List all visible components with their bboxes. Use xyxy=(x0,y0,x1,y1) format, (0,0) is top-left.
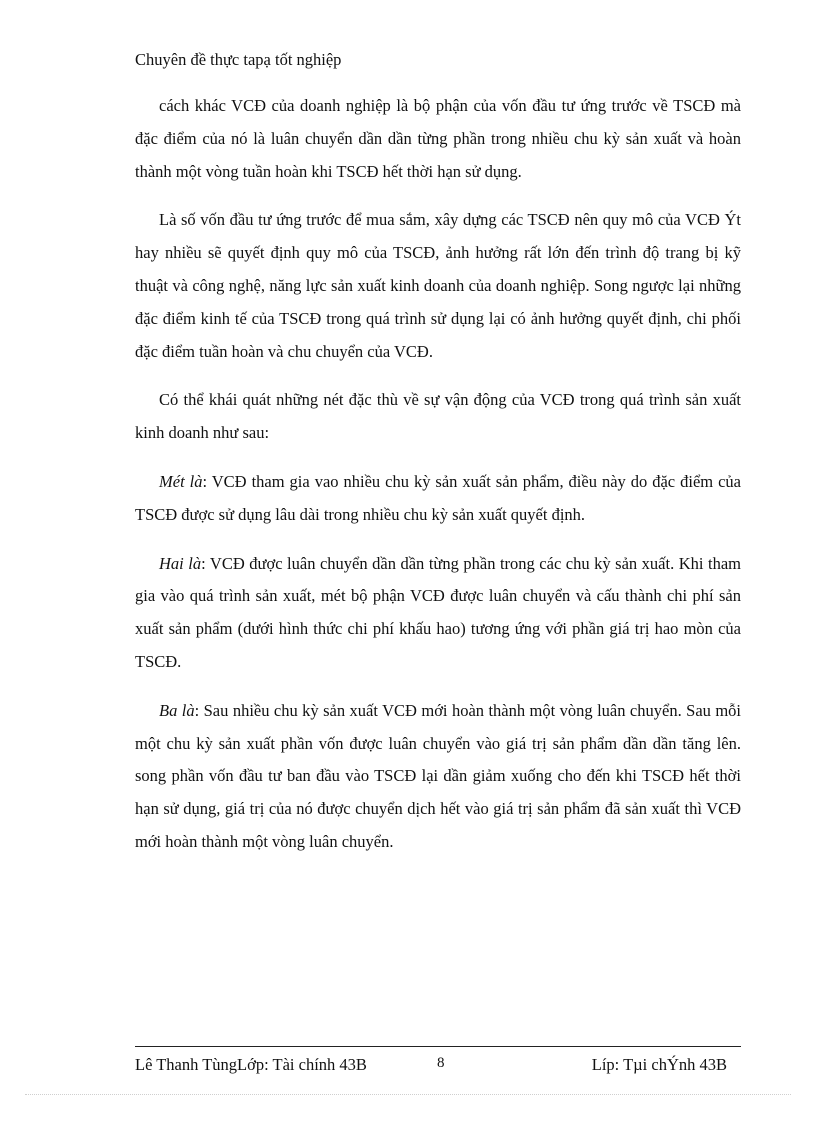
paragraph xyxy=(135,90,741,188)
paragraph-lead: Hai là xyxy=(159,553,202,573)
paragraph-text: Là số vốn đầu tư ứng trước để mua sắm, xây dựng các TSCĐ nên quy mô của VCĐ Ýt hay nhiều sẽ quyết định quy mô của TSCĐ, ảnh hưởng rất lớn đến trình độ trang bị kỹ thuật và công nghệ, năng lực sản xuất kinh doanh của doanh nghiệp. Song ngược lại những đặc điểm kinh tế của TSCĐ trong quá trình sử dụng lại có ảnh hưởng quyết định, chi phối đặc điểm tuần hoàn và chu chuyển của VCĐ. xyxy=(135,210,741,361)
paragraph xyxy=(135,695,741,859)
page-body xyxy=(135,90,741,875)
page-number: 8 xyxy=(437,1055,445,1071)
paragraph xyxy=(135,466,741,532)
paragraph-text: cách khác VCĐ của doanh nghiệp là bộ phận của vốn đầu tư ứng trước về TSCĐ mà đặc điểm của nó là luân chuyển dần dần từng phần trong nhiều chu kỳ sản xuất và hoàn thành một vòng tuần hoàn khi TSCĐ hết thời hạn sử dụng. xyxy=(135,96,741,181)
paragraph xyxy=(135,384,741,450)
paragraph-lead: Mét là xyxy=(159,471,203,491)
paragraph-lead: Ba là xyxy=(159,700,195,720)
page-header: Chuyên đề thực tapạ tốt nghiệp xyxy=(135,50,342,69)
paragraph-text: : VCĐ tham gia vao nhiều chu kỳ sản xuất sản phẩm, điều này do đặc điểm của TSCĐ được sử dụng lâu dài trong nhiều chu kỳ sản xuất quyết định. xyxy=(135,471,741,524)
paragraph xyxy=(135,204,741,368)
paragraph-text: : Sau nhiều chu kỳ sản xuất VCĐ mới hoàn thành một vòng luân chuyển. Sau mỗi một chu kỳ sản xuất phần vốn được luân chuyển vào giá trị sản phẩm dần dần tăng lên. song phần vốn đầu tư ban đầu vào TSCĐ lại dần giảm xuống cho đến khi TSCĐ hết thời hạn sử dụng, giá trị của nó được chuyển dịch hết vào giá trị sản phẩm đã sản xuất thì VCĐ mới hoàn thành một vòng luân chuyển. xyxy=(135,700,741,851)
page-boundary-divider xyxy=(25,1094,791,1095)
footer-divider xyxy=(135,1046,741,1047)
paragraph-text: Có thể khái quát những nét đặc thù về sự vận động của VCĐ trong quá trình sản xuất kinh doanh như sau: xyxy=(135,390,741,443)
footer-author: Lê Thanh TùngLớp: Tài chính 43B xyxy=(135,1055,367,1074)
paragraph xyxy=(135,548,741,679)
footer-class: Líp: Tµi chÝnh 43B xyxy=(591,1055,727,1074)
paragraph-text: : VCĐ được luân chuyển dần dần từng phần trong các chu kỳ sản xuất. Khi tham gia vào quá trình sản xuất, mét bộ phận VCĐ được luân chuyển và cấu thành chi phí sản xuất sản phẩm (dưới hình thức chi phí khấu hao) tương ứng với phần giá trị hao mòn của TSCĐ. xyxy=(135,553,741,671)
